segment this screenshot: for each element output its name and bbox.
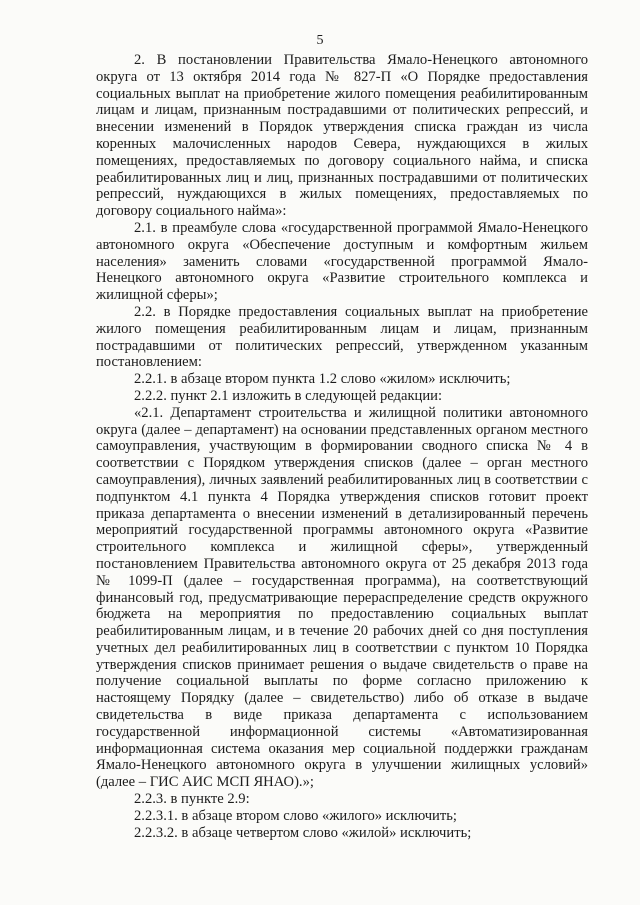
paragraph-2-2-3-2: 2.2.3.2. в абзаце четвертом слово «жилой» исключить; [134, 824, 472, 841]
paragraph-2-2: 2.2. в Порядке предоставления социальных выплат на приобретение жилого помещения реабилитированным лицам и лицам, признанным пострадавшими от политических репрессий, утвержденном указанным постановлением: [96, 303, 588, 371]
paragraph-2-2-1: 2.2.1. в абзаце втором пункта 1.2 слово «жилом» исключить; [134, 371, 511, 388]
page-number: 5 [316, 33, 324, 48]
paragraph-2-1-new-wording: «2.1. Департамент строительства и жилищной политики автономного округа (далее – департамент) на основании представленных органом местного самоуправления, участвующим в формировании сводного списка № 4 в соответствии с Порядком утверждения списков (далее – орган местного самоуправления), личных заявлений реабилитированных лиц в соответствии с подпунктом 4.1 пункта 4 Порядка утверждения списков готовит проект приказа департамента о внесении изменений в детализированный перечень мероприятий государственной программы автономного округа «Развитие строительного комплекса и жилищной сферы», утвержденный постановлением Правительства автономного округа от 25 декабря 2013 года № 1099-П (далее – государственная программа), на соответствующий финансовый год, предусматривающие перераспределение средств окружного бюджета на мероприятия по предоставлению социальных выплат реабилитированным лицам, и в течение 20 рабочих дней со дня поступления учетных дел реабилитированных лиц в соответствии с пунктом 10 Порядка утверждения списков принимает решения о выдаче свидетельств о праве на получение социальной выплаты по форме согласно приложению к настоящему Порядку (далее – свидетельство) либо об отказе в выдаче свидетельства в виде приказа департамента с использованием государственной информационной системы «Автоматизированная информационная система оказания мер социальной поддержки гражданам Ямало-Ненецкого автономного округа в улучшении жилищных условий» (далее – ГИС АИС МСП ЯНАО).»; [96, 404, 588, 791]
document-body [96, 52, 588, 841]
paragraph-2-2-2: 2.2.2. пункт 2.1 изложить в следующей редакции: [134, 387, 443, 404]
paragraph-2-1: 2.1. в преамбуле слова «государственной программой Ямало-Ненецкого автономного округа «Обеспечение доступным и комфортным жильем населения» заменить словами «государственной программой Ямало-Ненецкого автономного округа «Развитие строительного комплекса и жилищной сферы»; [96, 219, 588, 304]
paragraph-2: 2. В постановлении Правительства Ямало-Ненецкого автономного округа от 13 октября 2014 года № 827-П «О Порядке предоставления социальных выплат на приобретение жилого помещения реабилитированным лицам и лицам, признанным пострадавшими от политических репрессий, и внесении изменений в Порядок утверждения списка граждан из числа коренных малочисленных народов Севера, нуждающихся в жилых помещениях, предоставляемых по договору социального найма, и списка реабилитированных лиц и лиц, признанных пострадавшими от политических репрессий, нуждающихся в жилых помещениях, предоставляемых по договору социального найма»: [96, 52, 588, 220]
paragraph-2-2-3-1: 2.2.3.1. в абзаце втором слово «жилого» исключить; [134, 807, 457, 824]
paragraph-2-2-3: 2.2.3. в пункте 2.9: [134, 791, 250, 808]
